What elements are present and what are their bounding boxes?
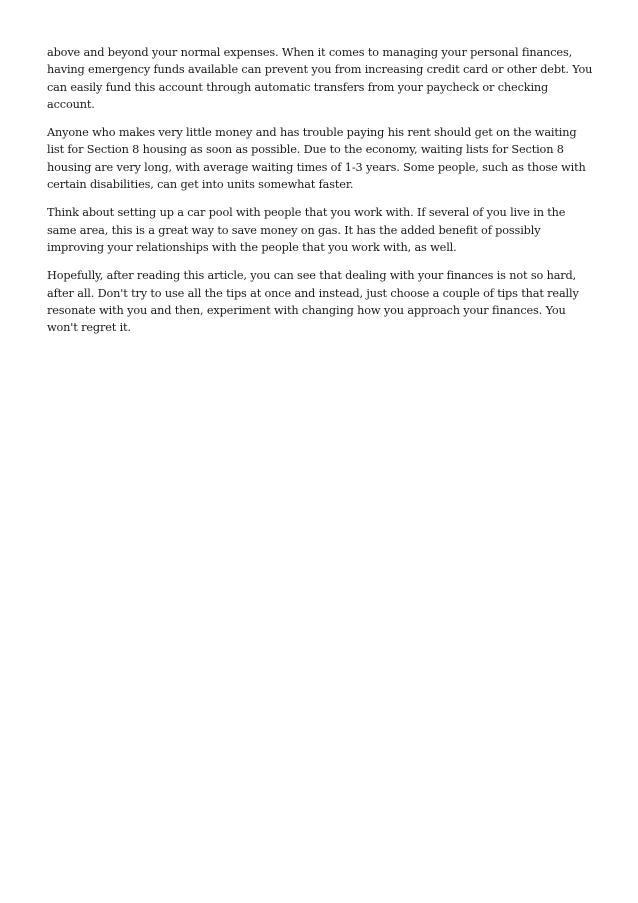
paragraph-section-8-housing: Anyone who makes very little money and has trouble paying his rent should get on the waiting list for Section 8 housing as soon as possible. Due to the economy, waiting lists for Section 8 housing are very long, with average waiting times of 1-3 years. Some people, such as those with certain disabilities, can get into units somewhat faster. (47, 126, 586, 192)
paragraph-conclusion: Hopefully, after reading this article, you can see that dealing with your finances is not so hard, after all. Don't try to use all the tips at once and instead, just choose a couple of tips that really resonate with you and then, experiment with changing how you approach your finances. You won't regret it. (47, 269, 579, 335)
document-body (47, 44, 595, 347)
paragraph-car-pool: Think about setting up a car pool with people that you work with. If several of you live in the same area, this is a great way to save money on gas. It has the added benefit of possibly improving your relationships with the people that you work with, as well. (47, 206, 566, 254)
paragraph-emergency-funds: above and beyond your normal expenses. When it comes to managing your personal finances, having emergency funds available can prevent you from increasing credit card or other debt. You can easily fund this account through automatic transfers from your paycheck or checking account. (47, 46, 593, 111)
